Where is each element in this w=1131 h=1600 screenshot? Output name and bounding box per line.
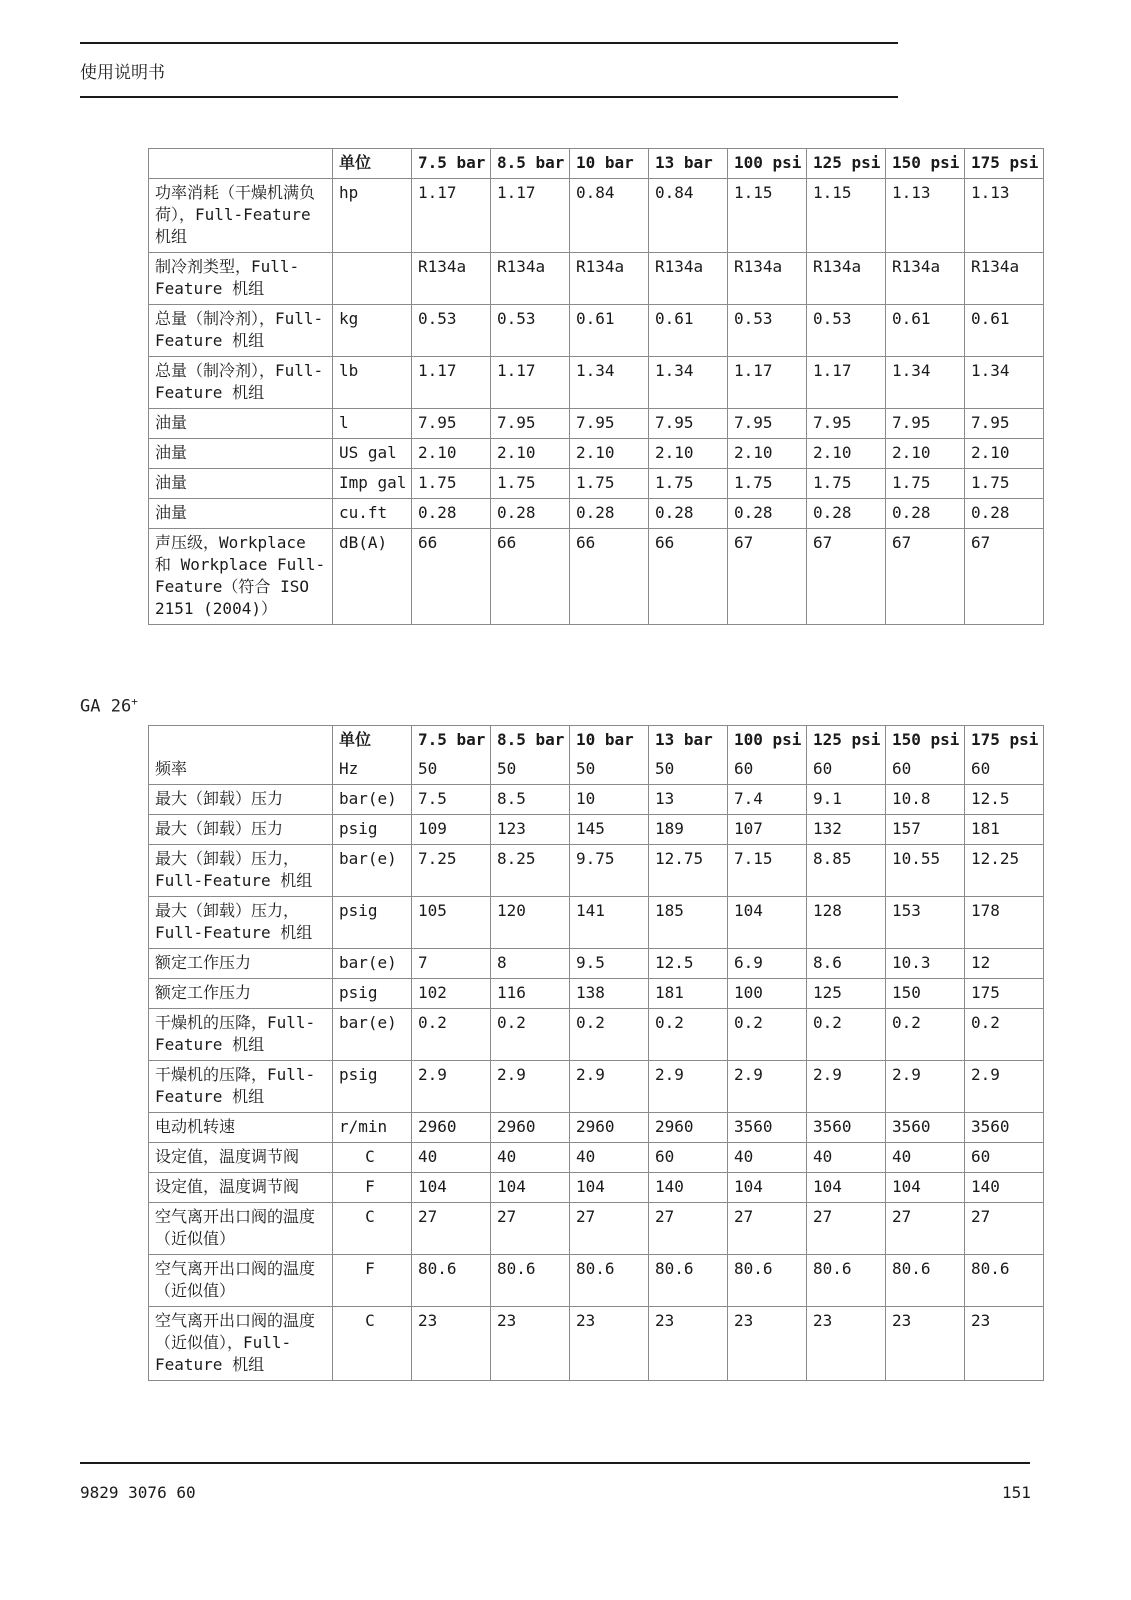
value-cell: 80.6: [491, 1255, 570, 1307]
table-row: [149, 469, 1044, 499]
value-cell: 1.15: [807, 179, 886, 253]
header-cell-variant: 175 psi: [965, 726, 1044, 756]
unit-cell: C: [333, 1143, 412, 1173]
value-cell: 1.75: [728, 469, 807, 499]
unit-cell: bar(e): [333, 785, 412, 815]
value-cell: 27: [412, 1203, 491, 1255]
value-cell: 2960: [412, 1113, 491, 1143]
value-cell: 0.2: [728, 1009, 807, 1061]
unit-cell: cu.ft: [333, 499, 412, 529]
header-cell-variant: 13 bar: [649, 149, 728, 179]
value-cell: 0.28: [807, 499, 886, 529]
value-cell: 1.34: [965, 357, 1044, 409]
value-cell: 1.17: [807, 357, 886, 409]
value-cell: 1.34: [649, 357, 728, 409]
value-cell: 0.84: [570, 179, 649, 253]
value-cell: 40: [491, 1143, 570, 1173]
row-label-cell: 频率: [149, 755, 333, 785]
value-cell: 27: [886, 1203, 965, 1255]
value-cell: 116: [491, 979, 570, 1009]
header-cell-variant: 10 bar: [570, 149, 649, 179]
value-cell: 1.17: [491, 357, 570, 409]
value-cell: 7.4: [728, 785, 807, 815]
value-cell: 23: [728, 1307, 807, 1381]
value-cell: 23: [412, 1307, 491, 1381]
row-label-cell: 最大（卸载）压力: [149, 785, 333, 815]
value-cell: 67: [886, 529, 965, 625]
value-cell: 3560: [728, 1113, 807, 1143]
row-label-cell: 电动机转速: [149, 1113, 333, 1143]
value-cell: 80.6: [886, 1255, 965, 1307]
header-cell-variant: 7.5 bar: [412, 149, 491, 179]
row-label-cell: 油量: [149, 469, 333, 499]
header-cell-variant: 175 psi: [965, 149, 1044, 179]
value-cell: 0.2: [886, 1009, 965, 1061]
value-cell: R134a: [491, 253, 570, 305]
value-cell: 9.1: [807, 785, 886, 815]
value-cell: 2.10: [491, 439, 570, 469]
value-cell: 1.17: [412, 179, 491, 253]
value-cell: 141: [570, 897, 649, 949]
document-title: 使用说明书: [80, 63, 165, 83]
value-cell: 7.95: [886, 409, 965, 439]
value-cell: 9.5: [570, 949, 649, 979]
header-top-rule: [80, 42, 898, 44]
value-cell: 175: [965, 979, 1044, 1009]
value-cell: 1.75: [412, 469, 491, 499]
value-cell: 1.13: [886, 179, 965, 253]
value-cell: 23: [491, 1307, 570, 1381]
header-cell-variant: 8.5 bar: [491, 726, 570, 756]
table-row: [149, 815, 1044, 845]
unit-cell: [333, 253, 412, 305]
value-cell: 2.9: [570, 1061, 649, 1113]
value-cell: 8.6: [807, 949, 886, 979]
value-cell: 104: [886, 1173, 965, 1203]
value-cell: 2.10: [570, 439, 649, 469]
table-row: [149, 499, 1044, 529]
value-cell: 2960: [649, 1113, 728, 1143]
value-cell: 1.17: [728, 357, 807, 409]
value-cell: 23: [807, 1307, 886, 1381]
value-cell: 80.6: [807, 1255, 886, 1307]
row-label-cell: 设定值，温度调节阀: [149, 1143, 333, 1173]
value-cell: 23: [886, 1307, 965, 1381]
row-label-cell: 油量: [149, 439, 333, 469]
value-cell: 2.10: [965, 439, 1044, 469]
unit-cell: bar(e): [333, 1009, 412, 1061]
value-cell: 7.5: [412, 785, 491, 815]
value-cell: 27: [649, 1203, 728, 1255]
value-cell: R134a: [807, 253, 886, 305]
value-cell: R134a: [728, 253, 807, 305]
row-label-cell: 空气离开出口阀的温度（近似值）: [149, 1203, 333, 1255]
value-cell: 2.9: [412, 1061, 491, 1113]
value-cell: 3560: [965, 1113, 1044, 1143]
value-cell: 0.28: [649, 499, 728, 529]
value-cell: 132: [807, 815, 886, 845]
table-row: [149, 785, 1044, 815]
spec-table-2: [148, 725, 1044, 1381]
value-cell: 7.15: [728, 845, 807, 897]
value-cell: 189: [649, 815, 728, 845]
value-cell: 104: [728, 897, 807, 949]
value-cell: 67: [728, 529, 807, 625]
value-cell: R134a: [886, 253, 965, 305]
table-row: [149, 979, 1044, 1009]
value-cell: 7.95: [570, 409, 649, 439]
value-cell: 7.95: [649, 409, 728, 439]
unit-cell: F: [333, 1173, 412, 1203]
unit-cell: C: [333, 1203, 412, 1255]
value-cell: 1.15: [728, 179, 807, 253]
value-cell: 12.5: [965, 785, 1044, 815]
footer-rule: [80, 1462, 1030, 1464]
value-cell: 2.9: [886, 1061, 965, 1113]
unit-cell: psig: [333, 979, 412, 1009]
value-cell: 23: [570, 1307, 649, 1381]
row-label-cell: 干燥机的压降，Full-Feature 机组: [149, 1009, 333, 1061]
value-cell: 8.85: [807, 845, 886, 897]
header-cell-variant: 13 bar: [649, 726, 728, 756]
value-cell: 0.84: [649, 179, 728, 253]
row-label-cell: 总量（制冷剂），Full-Feature 机组: [149, 305, 333, 357]
value-cell: 138: [570, 979, 649, 1009]
value-cell: 7.95: [491, 409, 570, 439]
value-cell: 40: [886, 1143, 965, 1173]
page-number: 151: [1002, 1483, 1031, 1502]
value-cell: 102: [412, 979, 491, 1009]
value-cell: 1.34: [570, 357, 649, 409]
unit-cell: C: [333, 1307, 412, 1381]
value-cell: 104: [412, 1173, 491, 1203]
value-cell: 0.61: [570, 305, 649, 357]
value-cell: 66: [491, 529, 570, 625]
value-cell: 0.61: [886, 305, 965, 357]
row-label-cell: 油量: [149, 499, 333, 529]
row-label-cell: 最大（卸载）压力，Full-Feature 机组: [149, 845, 333, 897]
value-cell: 123: [491, 815, 570, 845]
value-cell: 120: [491, 897, 570, 949]
value-cell: 50: [412, 755, 491, 785]
unit-cell: lb: [333, 357, 412, 409]
row-label-cell: 空气离开出口阀的温度（近似值），Full-Feature 机组: [149, 1307, 333, 1381]
value-cell: 0.53: [491, 305, 570, 357]
table-row: [149, 1143, 1044, 1173]
value-cell: 181: [965, 815, 1044, 845]
row-label-cell: 额定工作压力: [149, 949, 333, 979]
unit-cell: r/min: [333, 1113, 412, 1143]
row-label-cell: 功率消耗（干燥机满负荷），Full-Feature 机组: [149, 179, 333, 253]
value-cell: 3560: [886, 1113, 965, 1143]
value-cell: 6.9: [728, 949, 807, 979]
table-row: [149, 357, 1044, 409]
value-cell: 23: [965, 1307, 1044, 1381]
value-cell: 23: [649, 1307, 728, 1381]
row-label-cell: 额定工作压力: [149, 979, 333, 1009]
value-cell: 2.10: [412, 439, 491, 469]
spec-table-1: [148, 148, 1044, 625]
table-row: [149, 1203, 1044, 1255]
value-cell: 128: [807, 897, 886, 949]
value-cell: 7.95: [965, 409, 1044, 439]
header-cell-variant: 125 psi: [807, 149, 886, 179]
value-cell: 178: [965, 897, 1044, 949]
value-cell: 0.53: [807, 305, 886, 357]
value-cell: 109: [412, 815, 491, 845]
value-cell: 2960: [491, 1113, 570, 1143]
row-label-cell: 最大（卸载）压力，Full-Feature 机组: [149, 897, 333, 949]
header-row: [149, 726, 1044, 756]
value-cell: 60: [728, 755, 807, 785]
value-cell: 2.9: [491, 1061, 570, 1113]
table-row: [149, 755, 1044, 785]
section-title-sup: +: [131, 695, 138, 708]
value-cell: 0.53: [412, 305, 491, 357]
header-cell-variant: 150 psi: [886, 149, 965, 179]
value-cell: 104: [728, 1173, 807, 1203]
unit-cell: psig: [333, 1061, 412, 1113]
value-cell: 60: [649, 1143, 728, 1173]
value-cell: 80.6: [728, 1255, 807, 1307]
header-cell-variant: 10 bar: [570, 726, 649, 756]
row-label-cell: 声压级，Workplace 和 Workplace Full-Feature（符合 ISO 2151 (2004)）: [149, 529, 333, 625]
value-cell: 0.28: [491, 499, 570, 529]
value-cell: 2.9: [807, 1061, 886, 1113]
value-cell: 50: [649, 755, 728, 785]
unit-cell: psig: [333, 897, 412, 949]
value-cell: 66: [570, 529, 649, 625]
value-cell: 185: [649, 897, 728, 949]
header-cell-variant: 7.5 bar: [412, 726, 491, 756]
value-cell: 12: [965, 949, 1044, 979]
unit-cell: psig: [333, 815, 412, 845]
value-cell: 0.28: [412, 499, 491, 529]
value-cell: 27: [570, 1203, 649, 1255]
value-cell: 27: [728, 1203, 807, 1255]
value-cell: 1.75: [491, 469, 570, 499]
value-cell: 181: [649, 979, 728, 1009]
value-cell: 0.2: [491, 1009, 570, 1061]
value-cell: 7.95: [412, 409, 491, 439]
table-row: [149, 529, 1044, 625]
value-cell: 1.75: [807, 469, 886, 499]
value-cell: 1.17: [412, 357, 491, 409]
table-row: [149, 179, 1044, 253]
table-row: [149, 897, 1044, 949]
unit-cell: l: [333, 409, 412, 439]
value-cell: 27: [965, 1203, 1044, 1255]
table-row: [149, 1307, 1044, 1381]
value-cell: 50: [570, 755, 649, 785]
value-cell: 2.10: [886, 439, 965, 469]
table-row: [149, 1009, 1044, 1061]
value-cell: 1.34: [886, 357, 965, 409]
unit-cell: US gal: [333, 439, 412, 469]
value-cell: 40: [807, 1143, 886, 1173]
value-cell: 0.53: [728, 305, 807, 357]
table-row: [149, 305, 1044, 357]
value-cell: 2960: [570, 1113, 649, 1143]
table-row: [149, 845, 1044, 897]
table-row: [149, 949, 1044, 979]
value-cell: 1.75: [965, 469, 1044, 499]
value-cell: 0.2: [807, 1009, 886, 1061]
table-row: [149, 1061, 1044, 1113]
section-title: GA 26+: [80, 695, 138, 717]
value-cell: 1.75: [886, 469, 965, 499]
value-cell: 0.28: [728, 499, 807, 529]
value-cell: 27: [807, 1203, 886, 1255]
value-cell: 8.25: [491, 845, 570, 897]
value-cell: 1.17: [491, 179, 570, 253]
value-cell: 1.13: [965, 179, 1044, 253]
value-cell: 7.95: [807, 409, 886, 439]
header-cell-variant: 100 psi: [728, 149, 807, 179]
value-cell: 0.2: [965, 1009, 1044, 1061]
value-cell: 40: [728, 1143, 807, 1173]
value-cell: 50: [491, 755, 570, 785]
value-cell: 80.6: [649, 1255, 728, 1307]
header-cell-unit: 单位: [333, 726, 412, 756]
value-cell: 0.28: [965, 499, 1044, 529]
value-cell: 67: [807, 529, 886, 625]
header-cell-blank: [149, 726, 333, 756]
header-cell-variant: 100 psi: [728, 726, 807, 756]
unit-cell: Hz: [333, 755, 412, 785]
document-number: 9829 3076 60: [80, 1483, 196, 1502]
value-cell: 0.61: [649, 305, 728, 357]
value-cell: 0.2: [412, 1009, 491, 1061]
value-cell: 7.25: [412, 845, 491, 897]
value-cell: 7: [412, 949, 491, 979]
value-cell: 145: [570, 815, 649, 845]
table-row: [149, 1255, 1044, 1307]
value-cell: 2.10: [807, 439, 886, 469]
value-cell: R134a: [965, 253, 1044, 305]
value-cell: R134a: [412, 253, 491, 305]
value-cell: 3560: [807, 1113, 886, 1143]
value-cell: 80.6: [965, 1255, 1044, 1307]
table-row: [149, 409, 1044, 439]
row-label-cell: 设定值，温度调节阀: [149, 1173, 333, 1203]
value-cell: 104: [491, 1173, 570, 1203]
value-cell: 60: [965, 1143, 1044, 1173]
unit-cell: dB(A): [333, 529, 412, 625]
value-cell: 0.2: [570, 1009, 649, 1061]
value-cell: 40: [412, 1143, 491, 1173]
header-cell-variant: 8.5 bar: [491, 149, 570, 179]
value-cell: 13: [649, 785, 728, 815]
value-cell: 2.9: [965, 1061, 1044, 1113]
value-cell: 80.6: [412, 1255, 491, 1307]
value-cell: 104: [807, 1173, 886, 1203]
value-cell: 10.8: [886, 785, 965, 815]
row-label-cell: 最大（卸载）压力: [149, 815, 333, 845]
value-cell: 27: [491, 1203, 570, 1255]
unit-cell: F: [333, 1255, 412, 1307]
value-cell: 0.2: [649, 1009, 728, 1061]
unit-cell: Imp gal: [333, 469, 412, 499]
value-cell: 60: [807, 755, 886, 785]
value-cell: 105: [412, 897, 491, 949]
header-cell-variant: 150 psi: [886, 726, 965, 756]
value-cell: 80.6: [570, 1255, 649, 1307]
unit-cell: bar(e): [333, 949, 412, 979]
value-cell: 2.10: [728, 439, 807, 469]
value-cell: 140: [649, 1173, 728, 1203]
header-bottom-rule: [80, 96, 898, 98]
value-cell: 12.75: [649, 845, 728, 897]
value-cell: 1.75: [649, 469, 728, 499]
value-cell: 10.55: [886, 845, 965, 897]
value-cell: 125: [807, 979, 886, 1009]
value-cell: 12.25: [965, 845, 1044, 897]
value-cell: 157: [886, 815, 965, 845]
value-cell: 150: [886, 979, 965, 1009]
value-cell: 7.95: [728, 409, 807, 439]
row-label-cell: 总量（制冷剂），Full-Feature 机组: [149, 357, 333, 409]
table-row: [149, 1113, 1044, 1143]
value-cell: 2.9: [728, 1061, 807, 1113]
value-cell: 8.5: [491, 785, 570, 815]
row-label-cell: 制冷剂类型，Full-Feature 机组: [149, 253, 333, 305]
value-cell: 107: [728, 815, 807, 845]
row-label-cell: 空气离开出口阀的温度（近似值）: [149, 1255, 333, 1307]
table-row: [149, 439, 1044, 469]
unit-cell: hp: [333, 179, 412, 253]
header-row: [149, 149, 1044, 179]
value-cell: 153: [886, 897, 965, 949]
value-cell: 2.9: [649, 1061, 728, 1113]
value-cell: 1.75: [570, 469, 649, 499]
row-label-cell: 干燥机的压降，Full-Feature 机组: [149, 1061, 333, 1113]
value-cell: 0.28: [886, 499, 965, 529]
table-row: [149, 253, 1044, 305]
value-cell: 2.10: [649, 439, 728, 469]
value-cell: 60: [886, 755, 965, 785]
value-cell: 40: [570, 1143, 649, 1173]
value-cell: 10.3: [886, 949, 965, 979]
value-cell: 10: [570, 785, 649, 815]
value-cell: R134a: [649, 253, 728, 305]
value-cell: 8: [491, 949, 570, 979]
value-cell: 140: [965, 1173, 1044, 1203]
value-cell: 104: [570, 1173, 649, 1203]
value-cell: 0.28: [570, 499, 649, 529]
value-cell: 0.61: [965, 305, 1044, 357]
value-cell: 100: [728, 979, 807, 1009]
table-row: [149, 1173, 1044, 1203]
unit-cell: kg: [333, 305, 412, 357]
header-cell-unit: 单位: [333, 149, 412, 179]
row-label-cell: 油量: [149, 409, 333, 439]
value-cell: 12.5: [649, 949, 728, 979]
value-cell: 66: [412, 529, 491, 625]
value-cell: 66: [649, 529, 728, 625]
unit-cell: bar(e): [333, 845, 412, 897]
value-cell: 9.75: [570, 845, 649, 897]
value-cell: 60: [965, 755, 1044, 785]
header-cell-variant: 125 psi: [807, 726, 886, 756]
header-cell-blank: [149, 149, 333, 179]
value-cell: 67: [965, 529, 1044, 625]
value-cell: R134a: [570, 253, 649, 305]
